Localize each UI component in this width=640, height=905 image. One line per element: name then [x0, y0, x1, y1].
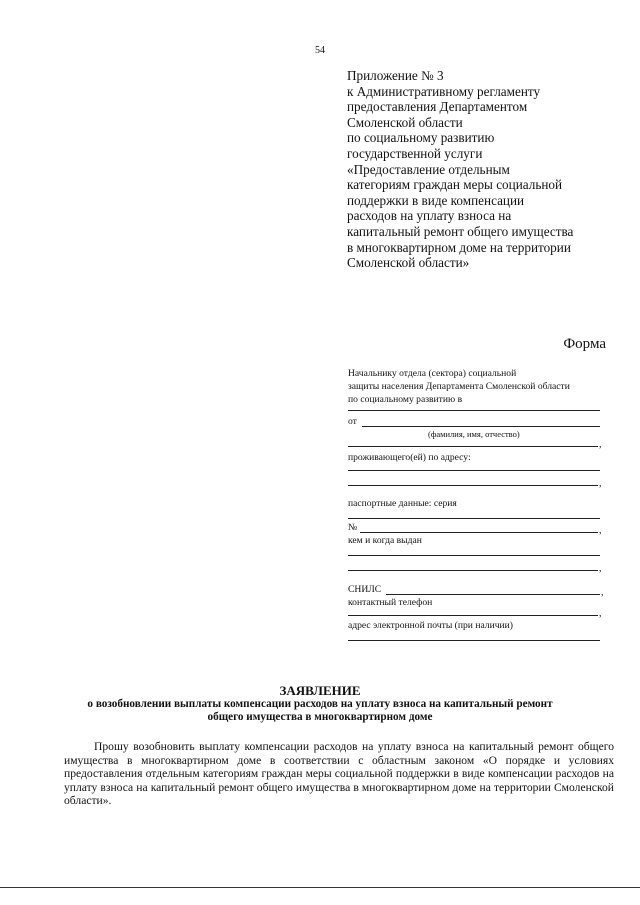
appendix-line: Приложение № 3	[347, 68, 444, 83]
addressee-line-1: Начальнику отдела (сектора) социальной	[348, 368, 517, 379]
address-field-1[interactable]	[348, 470, 600, 471]
comma: ,	[599, 478, 602, 489]
issued-field-2[interactable]	[348, 570, 598, 571]
snils-field[interactable]	[386, 594, 600, 595]
comma: ,	[599, 608, 602, 619]
department-field[interactable]	[348, 410, 600, 411]
address-field-2[interactable]	[348, 485, 598, 486]
statement-paragraph: Прошу возобновить выплату компенсации расходов на уплату взноса на капитальный ремонт общего имущества в многоквартирном доме в соответствии с областным законом «О порядке и условиях предоставления отдельным категориям граждан меры социальной поддержки в виде компенсации расходов на уплату взноса на капитальный ремонт общего имущества в многоквартирном доме на территории Смоленской области».	[64, 740, 614, 808]
comma: ,	[599, 525, 602, 536]
comma: ,	[601, 587, 604, 598]
address-label: проживающего(ей) по адресу:	[348, 452, 471, 463]
appendix-line: Смоленской области»	[347, 255, 470, 271]
appendix-line: к Административному регламенту	[347, 83, 541, 99]
phone-field[interactable]	[348, 615, 598, 616]
appendix-line: Смоленской области	[347, 114, 463, 130]
statement-subtitle-2: общего имущества в многоквартирном доме	[207, 711, 433, 723]
comma: ,	[599, 439, 602, 450]
fio-field-2[interactable]	[348, 446, 598, 447]
appendix-line: расходов на уплату взноса на	[347, 208, 512, 224]
appendix-line: «Предоставление отдельным	[347, 161, 510, 177]
appendix-line: категориям граждан меры социальной	[347, 177, 563, 193]
appendix-line: по социальному развитию	[347, 130, 495, 146]
appendix-line: предоставления Департаментом	[347, 99, 528, 115]
statement-text	[64, 740, 614, 808]
addressee-line-2: защиты населения Департамента Смоленской области	[348, 381, 570, 392]
addressee-line-3: по социальному развитию в	[348, 394, 463, 405]
page-number: 54	[315, 45, 325, 56]
issued-field-1[interactable]	[348, 555, 600, 556]
statement-title: ЗАЯВЛЕНИЕ	[279, 683, 361, 698]
page-bottom-rule	[0, 887, 640, 888]
comma: ,	[599, 563, 602, 574]
passport-number-field[interactable]	[360, 532, 598, 533]
appendix-line: государственной услуги	[347, 145, 483, 161]
appendix-line: поддержки в виде компенсации	[347, 192, 525, 208]
fio-field[interactable]	[362, 426, 600, 427]
fio-hint: (фамилия, имя, отчество)	[428, 429, 520, 439]
phone-label: контактный телефон	[348, 597, 433, 608]
statement-subtitle-1: о возобновлении выплаты компенсации расходов на уплату взноса на капитальный ремонт	[87, 698, 553, 710]
form-label: Форма	[563, 336, 606, 352]
from-label: от	[348, 416, 357, 427]
snils-label: СНИЛС	[348, 584, 382, 595]
issued-label: кем и когда выдан	[348, 535, 422, 546]
appendix-line: в многоквартирном доме на территории	[347, 239, 571, 255]
email-label: адрес электронной почты (при наличии)	[348, 620, 514, 631]
appendix-header	[347, 68, 637, 271]
passport-series-field[interactable]	[348, 518, 600, 519]
appendix-line: капитальный ремонт общего имущества	[347, 223, 574, 239]
passport-label: паспортные данные: серия	[348, 498, 457, 509]
email-field[interactable]	[348, 640, 600, 641]
number-label: №	[348, 522, 358, 533]
